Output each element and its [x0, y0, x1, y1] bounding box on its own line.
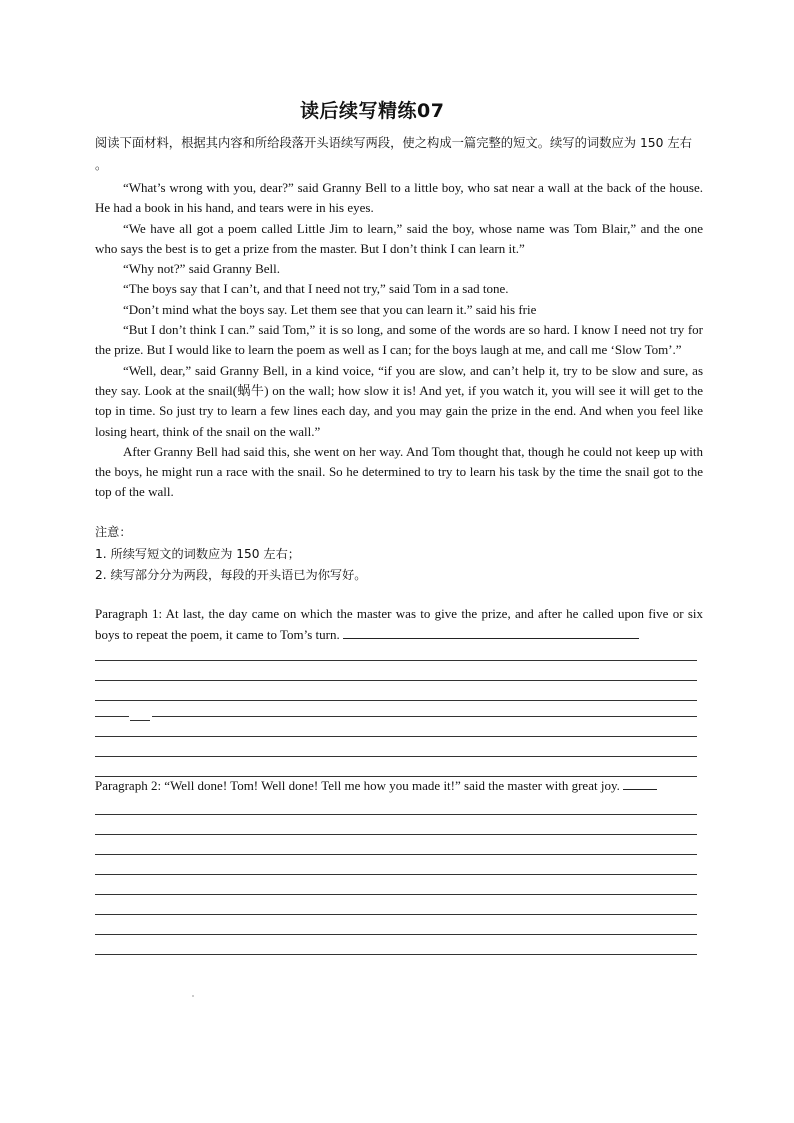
page-title: 读后续写精练07	[300, 100, 445, 122]
passage-paragraph: “The boys say that I can’t, and that I need not try,” said Tom in a sad tone.	[123, 281, 509, 297]
writing-line[interactable]	[95, 700, 697, 701]
writing-blank[interactable]	[623, 778, 657, 790]
writing-line[interactable]	[95, 874, 697, 875]
writing-blank[interactable]	[343, 627, 639, 639]
passage-paragraph: “Well, dear,” said Granny Bell, in a kind voice, “if you are slow, and can’t help it, try to be slow and sure, as they say. Look at the snail(蜗牛) on the wall; how slow it is! And yet, if you watch it, you will see it will get to the top in time. So just try to learn a few lines each day, and you may gain the prize in the end. And when you feel like losing heart, think of the snail on the wall.”	[95, 362, 703, 439]
writing-line[interactable]	[95, 814, 697, 815]
writing-line[interactable]	[95, 934, 697, 935]
passage-paragraph: “Don’t mind what the boys say. Let them see that you can learn it.” said his frie	[123, 301, 537, 317]
writing-line[interactable]	[152, 716, 697, 717]
writing-line[interactable]	[95, 954, 697, 955]
note-item: 1. 所续写短文的词数应为 150 左右；	[95, 546, 300, 561]
writing-line[interactable]	[95, 736, 697, 737]
writing-line[interactable]	[95, 756, 697, 757]
notes	[95, 522, 703, 587]
writing-line[interactable]	[130, 720, 150, 721]
writing-line[interactable]	[95, 914, 697, 915]
passage-paragraph: After Granny Bell had said this, she went on her way. And Tom thought that, though he could not keep up with the boys, he might run a race with the snail. So he determined to try to learn his task by the time the snail got to the top of the wall.	[95, 443, 703, 500]
note-item: 2. 续写部分分为两段，每段的开头语已为你写好。	[95, 568, 367, 582]
writing-line[interactable]	[95, 894, 697, 895]
instructions: 阅读下面材料，根据其内容和所给段落开头语续写两段，使之构成一篇完整的短文。续写的词数应为 150 左右 。	[95, 136, 692, 172]
paragraph-2-prompt	[95, 776, 703, 797]
writing-line[interactable]	[95, 854, 697, 855]
paragraph-2-text: Paragraph 2: “Well done! Tom! Well done! Tell me how you made it!” said the master with great joy.	[95, 778, 620, 793]
writing-line[interactable]	[95, 680, 697, 681]
writing-line[interactable]	[95, 716, 129, 717]
stray-dot	[192, 995, 194, 997]
paragraph-1-prompt	[95, 604, 703, 645]
notes-heading: 注意：	[95, 525, 132, 539]
passage	[95, 178, 703, 503]
passage-paragraph: “What’s wrong with you, dear?” said Granny Bell to a little boy, who sat near a wall at the back of the house. He had a book in his hand, and tears were in his eyes.	[95, 180, 703, 216]
passage-paragraph: “Why not?” said Granny Bell.	[123, 261, 281, 277]
passage-paragraph: “But I don’t think I can.” said Tom,” it is so long, and some of the words are so hard. I know I need not try for the prize. But I would like to learn the poem as well as I can; for the boys laugh at me, and call me ‘Slow Tom’.”	[95, 322, 703, 358]
passage-paragraph: “We have all got a poem called Little Jim to learn,” said the boy, whose name was Tom Blair,” and the one who says the best is to get a prize from the master. But I don’t think I can learn it.”	[95, 220, 703, 256]
writing-line[interactable]	[95, 660, 697, 661]
writing-line[interactable]	[95, 834, 697, 835]
paragraph-1-text: Paragraph 1: At last, the day came on which the master was to give the prize, and after he called upon five or six boys to repeat the poem, it came to Tom’s turn.	[95, 606, 703, 642]
